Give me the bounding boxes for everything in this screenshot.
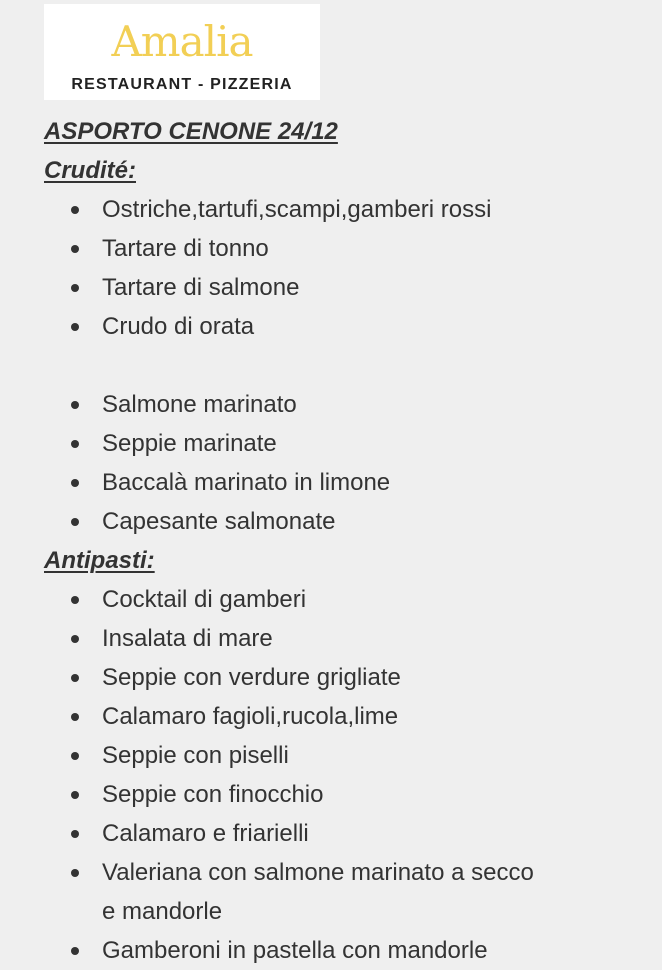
list-item: Valeriana con salmone marinato a secco e mandorle <box>44 853 552 931</box>
list-item: Calamaro e friarielli <box>44 814 654 853</box>
section-heading-crudite: Crudité: <box>44 157 136 184</box>
logo-name: Amalia <box>111 17 253 66</box>
list-item: Baccalà marinato in limone <box>44 463 654 502</box>
restaurant-logo <box>44 4 320 100</box>
list-item: Seppie con finocchio <box>44 775 654 814</box>
list-item: Seppie con verdure grigliate <box>44 658 654 697</box>
list-item: Salmone marinato <box>44 385 654 424</box>
list-item: Gamberoni in pastella con mandorle <box>44 931 654 970</box>
list-item: Seppie marinate <box>44 424 654 463</box>
list-item: Capesante salmonate <box>44 502 654 541</box>
list-item: Tartare di salmone <box>44 268 654 307</box>
marinated-list <box>44 385 654 541</box>
spacer <box>44 346 654 385</box>
menu-content <box>44 112 654 970</box>
logo-subtitle: RESTAURANT - PIZZERIA <box>71 76 293 93</box>
menu-title: ASPORTO CENONE 24/12 <box>44 118 338 145</box>
list-item: Ostriche,tartufi,scampi,gamberi rossi <box>44 190 654 229</box>
list-item: Calamaro fagioli,rucola,lime <box>44 697 654 736</box>
list-item: Insalata di mare <box>44 619 654 658</box>
crudite-list <box>44 190 654 346</box>
list-item: Cocktail di gamberi <box>44 580 654 619</box>
list-item: Crudo di orata <box>44 307 654 346</box>
list-item: Tartare di tonno <box>44 229 654 268</box>
antipasti-list <box>44 580 654 970</box>
list-item: Seppie con piselli <box>44 736 654 775</box>
section-heading-antipasti: Antipasti: <box>44 547 155 574</box>
